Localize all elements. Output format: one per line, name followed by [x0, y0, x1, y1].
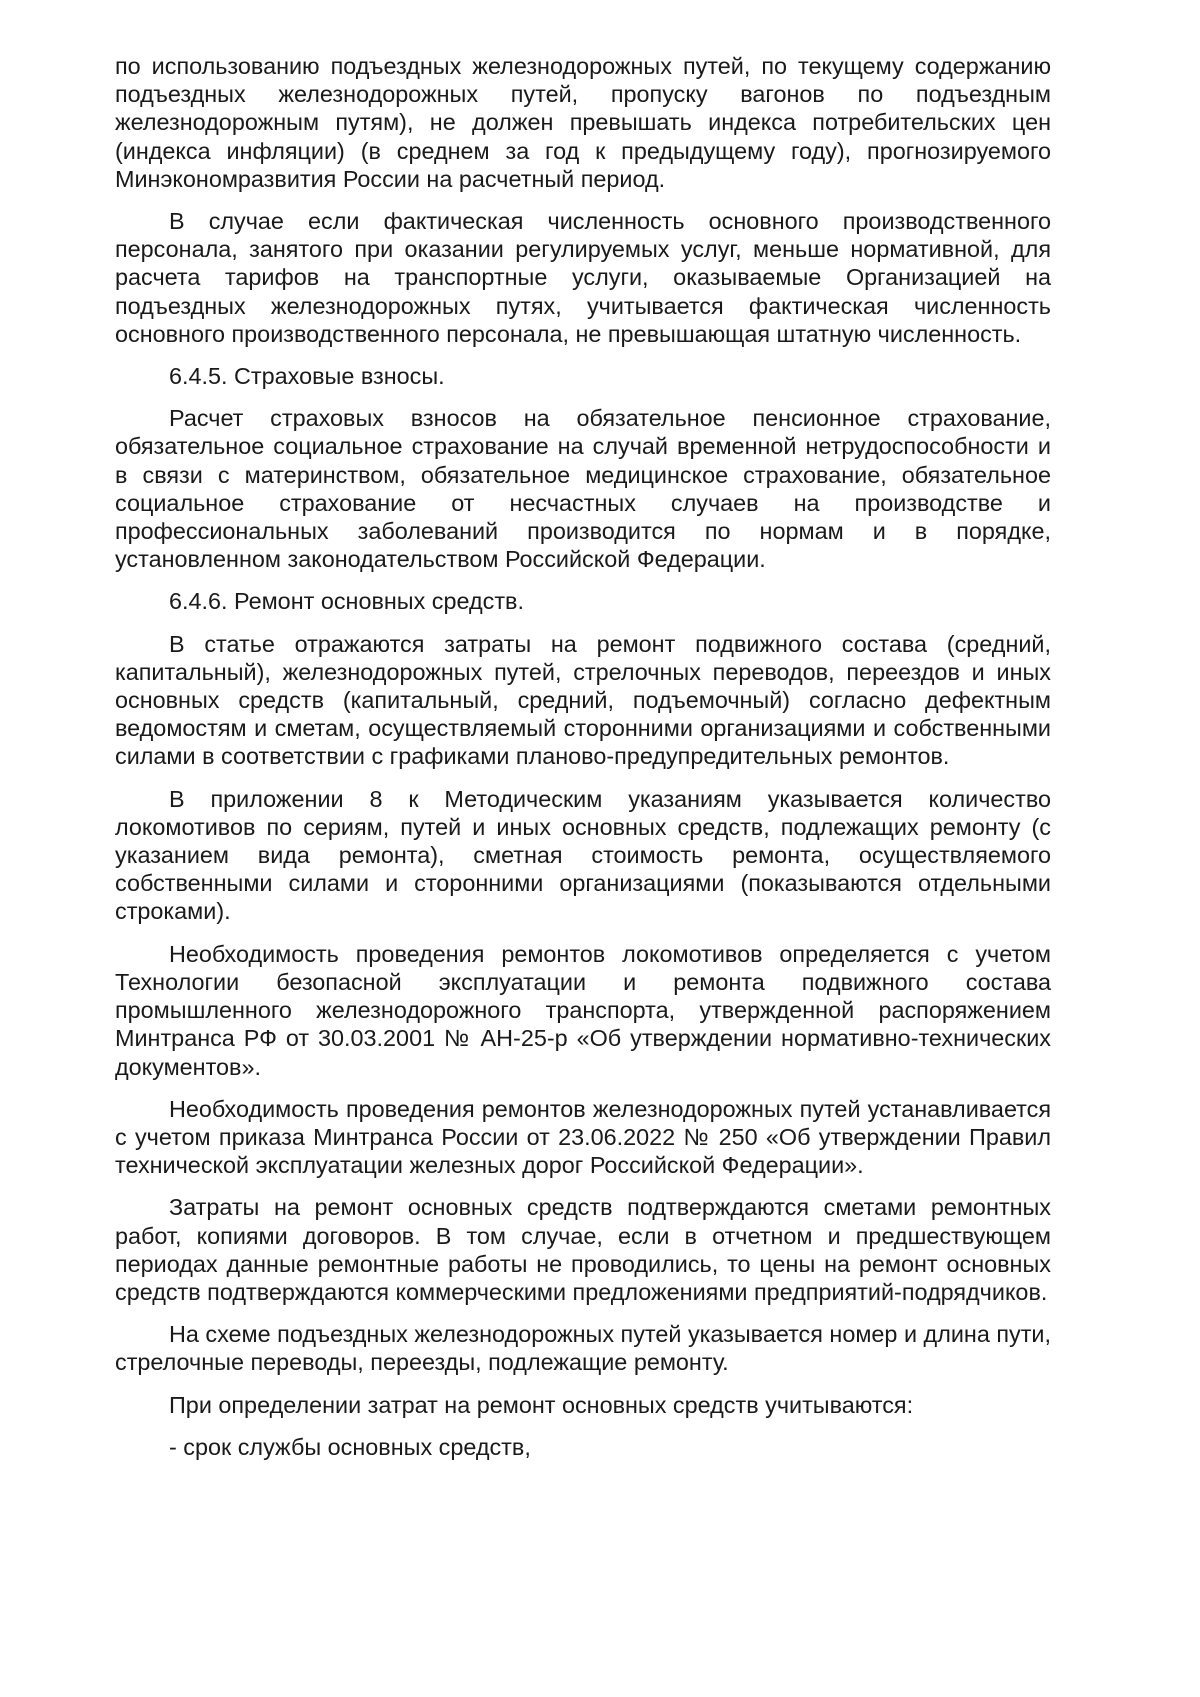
paragraph-track-repair: Необходимость проведения ремонтов железнодорожных путей устанавливается с учетом приказа Минтранса России от 23.06.2022 № 250 «Об утверждении Правил технической эксплуатации железных дорог Российской Федерации».: [115, 1095, 1051, 1179]
paragraph-track-scheme: На схеме подъездных железнодорожных путей указывается номер и длина пути, стрелочные переводы, переезды, подлежащие ремонту.: [115, 1321, 1051, 1376]
paragraph-continuation: по использованию подъездных железнодорожных путей, по текущему содержанию подъездных железнодорожных путей, пропуску вагонов по подъездным железнодорожным путям), не должен превышать индекса потребительских цен (индекса инфляции) (в среднем за год к предыдущему году), прогнозируемого Минэкономразвития России на расчетный период.: [115, 53, 1051, 192]
paragraph-locomotive-repair: Необходимость проведения ремонтов локомотивов определяется с учетом Технологии безопасной эксплуатации и ремонта подвижного состава промышленного железнодорожного транспорта, утвержденной распоряжением Минтранса РФ от 30.03.2001 № АН-25-р «Об утверждении нормативно-технических документов».: [115, 940, 1051, 1080]
list-item-service-life: - срок службы основных средств,: [169, 1433, 531, 1460]
paragraph-repair-costs: В статье отражаются затраты на ремонт подвижного состава (средний, капитальный), железнодорожных путей, стрелочных переводов, переездов и иных основных средств (капитальный, средний, подъемочный) согласно дефектным ведомостям и сметам, осуществляемый сторонними организациями и собственными силами в соответствии с графиками планово-предупредительных ремонтов.: [115, 630, 1051, 770]
paragraph-staff-numbers: В случае если фактическая численность основного производственного персонала, занятого при оказании регулируемых услуг, меньше нормативной, для расчета тарифов на транспортные услуги, оказываемые Организацией на подъездных железнодорожных путях, учитывается фактическая численность основного производственного персонала, не превышающая штатную численность.: [115, 208, 1051, 347]
paragraph-appendix-8: В приложении 8 к Методическим указаниям указывается количество локомотивов по сериям, путей и иных основных средств, подлежащих ремонту (с указанием вида ремонта), сметная стоимость ремонта, осуществляемого собственными силами и сторонними организациями (показываются отдельными строками).: [115, 785, 1051, 925]
paragraph-insurance: Расчет страховых взносов на обязательное пенсионное страхование, обязательное социальное страхование на случай временной нетрудоспособности и в связи с материнством, обязательное медицинское страхование, обязательное социальное страхование от несчастных случаев на производстве и профессиональных заболеваний производится по нормам и в порядке, установленном законодательством Российской Федерации.: [115, 405, 1051, 573]
document-page: [115, 52, 1051, 1475]
section-heading-repair: 6.4.6. Ремонт основных средств.: [169, 588, 524, 615]
paragraph-repair-confirmation: Затраты на ремонт основных средств подтверждаются сметами ремонтных работ, копиями договоров. В том случае, если в отчетном и предшествующем периодах данные ремонтные работы не проводились, то цены на ремонт основных средств подтверждаются коммерческими предложениями предприятий-подрядчиков.: [115, 1194, 1051, 1305]
section-heading-insurance: 6.4.5. Страховые взносы.: [169, 363, 445, 390]
list-intro: При определении затрат на ремонт основных средств учитываются:: [169, 1391, 914, 1418]
